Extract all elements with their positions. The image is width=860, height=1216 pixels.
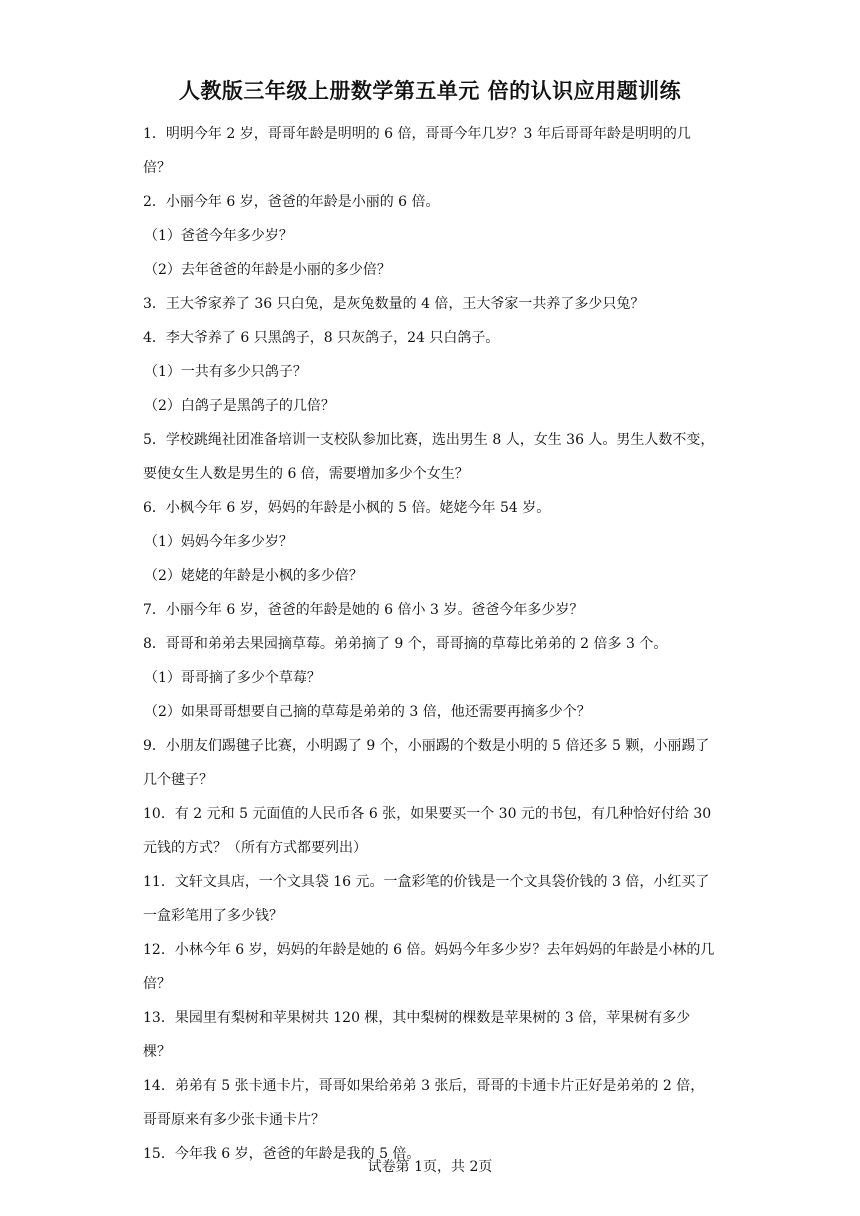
question: 3．王大爷家养了 36 只白兔，是灰兔数量的 4 倍，王大爷家一共养了多少只兔？ <box>143 296 645 312</box>
question: 2．小丽今年 6 岁，爸爸的年龄是小丽的 6 倍。 <box>143 194 440 210</box>
sub-question: （1）哥哥摘了多少个草莓？ <box>144 670 321 686</box>
sub-question: （1）妈妈今年多少岁？ <box>144 534 293 550</box>
question: 11．文轩文具店，一个文具袋 16 元。一盒彩笔的价钱是一个文具袋价钱的 3 倍，小红买了一盒彩笔用了多少钱？ <box>143 874 710 924</box>
question: 14．弟弟有 5 张卡通卡片，哥哥如果给弟弟 3 张后，哥哥的卡通卡片正好是弟弟的 2 倍，哥哥原来有多少张卡通卡片？ <box>143 1078 705 1128</box>
sub-question: （1）爸爸今年多少岁？ <box>144 228 293 244</box>
question: 1．明明今年 2 岁，哥哥年龄是明明的 6 倍，哥哥今年几岁？3 年后哥哥年龄是明明的几倍？ <box>143 126 691 176</box>
question: 15．今年我 6 岁，爸爸的年龄是我的 5 倍。 <box>143 1146 421 1162</box>
question: 10．有 2 元和 5 元面值的人民币各 6 张，如果要买一个 30 元的书包，有几种恰好付给 30 元钱的方式？（所有方式都要列出） <box>143 806 712 856</box>
sub-question: （2）去年爸爸的年龄是小丽的多少倍？ <box>144 262 391 278</box>
question: 5．学校跳绳社团准备培训一支校队参加比赛，选出男生 8 人，女生 36 人。男生人数不变，要使女生人数是男生的 6 倍，需要增加多少个女生？ <box>143 432 715 482</box>
question: 8．哥哥和弟弟去果园摘草莓。弟弟摘了 9 个，哥哥摘的草莓比弟弟的 2 倍多 3 个。 <box>143 636 668 652</box>
question: 12．小林今年 6 岁，妈妈的年龄是她的 6 倍。妈妈今年多少岁？去年妈妈的年龄是小林的几倍？ <box>143 942 715 992</box>
question: 7．小丽今年 6 岁，爸爸的年龄是她的 6 倍小 3 岁。爸爸今年多少岁？ <box>143 602 584 618</box>
question: 4．李大爷养了 6 只黑鸽子，8 只灰鸽子，24 只白鸽子。 <box>143 330 500 346</box>
sub-question: （2）白鸽子是黑鸽子的几倍？ <box>144 398 335 414</box>
sub-question: （2）姥姥的年龄是小枫的多少倍？ <box>144 568 363 584</box>
page-footer: 试卷第 1页，共 2页 <box>367 1159 493 1175</box>
question: 9．小朋友们踢毽子比赛，小明踢了 9 个，小丽踢的个数是小明的 5 倍还多 5 颗，小丽踢了几个毽子？ <box>143 738 710 788</box>
question-list <box>143 117 715 1171</box>
page-title: 人教版三年级上册数学第五单元 倍的认识应用题训练 <box>178 79 682 103</box>
sub-question: （1）一共有多少只鸽子？ <box>144 364 307 380</box>
sub-question: （2）如果哥哥想要自己摘的草莓是弟弟的 3 倍，他还需要再摘多少个？ <box>144 704 591 720</box>
question: 13．果园里有梨树和苹果树共 120 棵，其中梨树的棵数是苹果树的 3 倍，苹果树有多少棵？ <box>143 1010 691 1060</box>
question: 6．小枫今年 6 岁，妈妈的年龄是小枫的 5 倍。姥姥今年 54 岁。 <box>143 500 551 516</box>
